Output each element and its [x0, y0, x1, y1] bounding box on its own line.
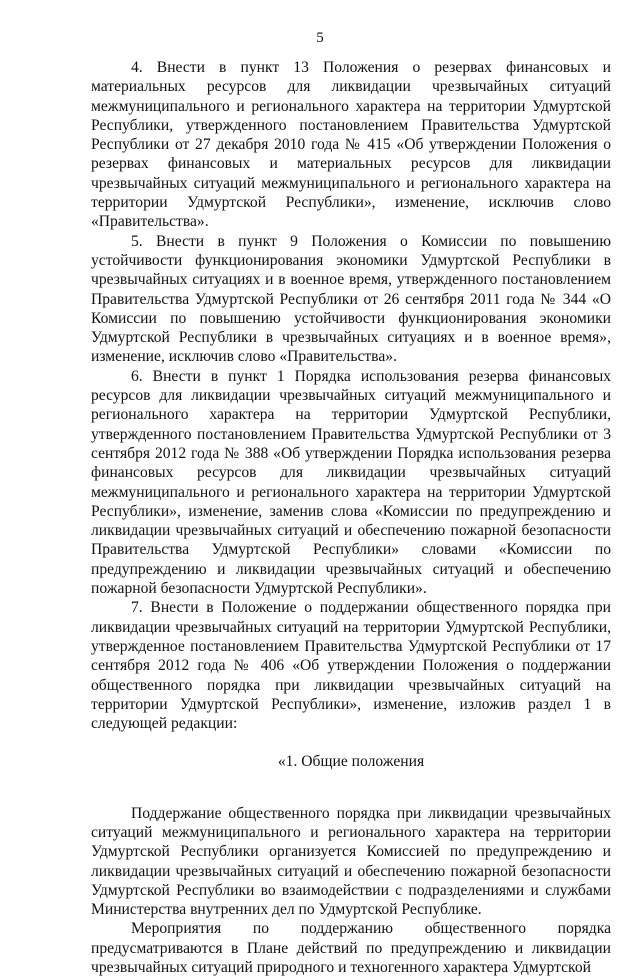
section-heading: «1. Общие положения — [277, 753, 425, 771]
paragraph-item-5: 5. Внести в пункт 9 Положения о Комиссии по повышению устойчивости функционирования экономики Удмуртской Республики в чрезвычайных ситуациях и в военное время, утвержденного постановлением Правительства Удмуртской Республики от 26 сентября 2011 года № 344 «О Комиссии по повышению устойчивости функционирования экономики Удмуртской Республики в чрезвычайных ситуациях и в военное время», изменение, исключив слово «Правительства». — [91, 232, 611, 366]
document-body — [91, 58, 611, 977]
page-number: 5 — [316, 30, 324, 46]
paragraph-item-6: 6. Внести в пункт 1 Порядка использования резерва финансовых ресурсов для ликвидации чрезвычайных ситуаций межмуниципального и регионального характера на территории Удмуртской Республики, утвержденного постановлением Правительства Удмуртской Республики от 3 сентября 2012 года № 388 «Об утверждении Порядка использования резерва финансовых ресурсов для ликвидации чрезвычайных ситуаций межмуниципального и регионального характера на территории Удмуртской Республики», изменение, заменив слова «Комиссии по предупреждению и ликвидации чрезвычайных ситуаций и обеспечению пожарной безопасности Правительства Удмуртской Республики» словами «Комиссии по предупреждению и ликвидации чрезвычайных ситуаций и обеспечению пожарной безопасности Удмуртской Республики». — [91, 367, 611, 598]
section-paragraph-2: Мероприятия по поддержанию общественного порядка предусматриваются в Плане действий по предупреждению и ликвидации чрезвычайных ситуаций природного и техногенного характера Удмуртской — [91, 920, 611, 977]
paragraph-item-4: 4. Внести в пункт 13 Положения о резервах финансовых и материальных ресурсов для ликвидации чрезвычайных ситуаций межмуниципального и регионального характера на территории Удмуртской Республики, утвержденного постановлением Правительства Удмуртской Республики от 27 декабря 2010 года № 415 «Об утверждении Положения о резервах финансовых и материальных ресурсов для ликвидации чрезвычайных ситуаций межмуниципального и регионального характера на территории Удмуртской Республики», изменение, исключив слово «Правительства». — [91, 59, 611, 231]
paragraph-item-7: 7. Внести в Положение о поддержании общественного порядка при ликвидации чрезвычайных ситуаций на территории Удмуртской Республики, утвержденное постановлением Правительства Удмуртской Республики от 17 сентября 2012 года № 406 «Об утверждении Положения о поддержании общественного порядка при ликвидации чрезвычайных ситуаций на территории Удмуртской Республики», изменение, изложив раздел 1 в следующей редакции: — [91, 599, 611, 733]
section-paragraph-1: Поддержание общественного порядка при ликвидации чрезвычайных ситуаций межмуниципального и регионального характера на территории Удмуртской Республики организуется Комиссией по предупреждению и ликвидации чрезвычайных ситуаций и обеспечению пожарной безопасности Удмуртской Республики во взаимодействии с подразделениями и службами Министерства внутренних дел по Удмуртской Республике. — [91, 804, 611, 919]
